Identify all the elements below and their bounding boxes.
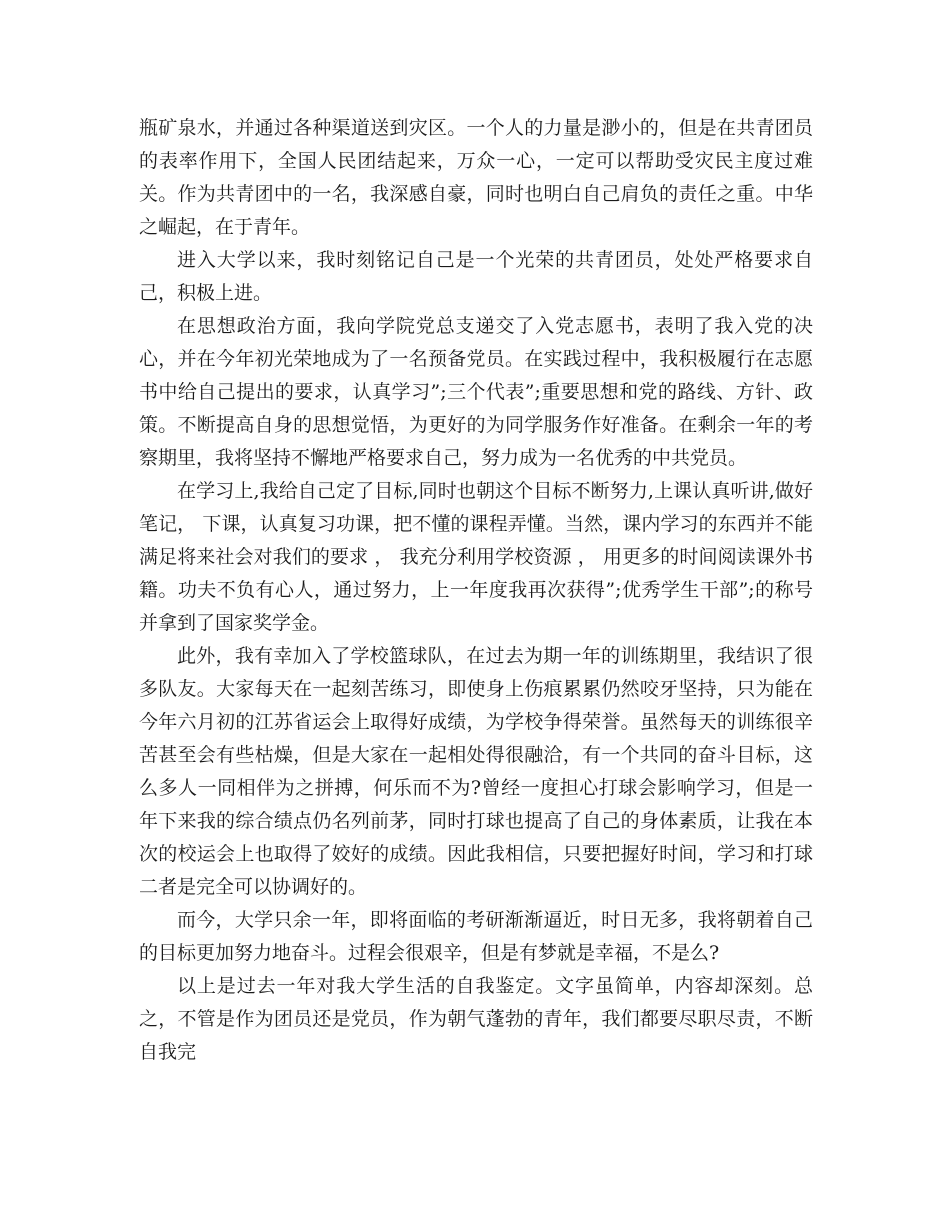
paragraph-study: 在学习上,我给自己定了目标,同时也朝这个目标不断努力,上课认真听讲,做好笔记， 下课，认真复习功课，把不懂的课程弄懂。当然，课内学习的东西并不能满足将来社会对我们的要求 ， 我充分利用学校资源 ， 用更多的时间阅读课外书籍。功夫不负有心人，通过努力，上一年度我再次获得”;优秀学生干部”;的称号并拿到了国家奖学金。: [139, 480, 813, 634]
paragraph-political-thought: 在思想政治方面，我向学院党总支递交了入党志愿书，表明了我入党的决心，并在今年初光荣地成为了一名预备党员。在实践过程中，我积极履行在志愿书中给自己提出的要求，认真学习”;三个代表”;重要思想和党的路线、方针、政策。不断提高自身的思想觉悟，为更好的为同学服务作好准备。在剩余一年的考察期里，我将坚持不懈地严格要求自己，努力成为一名优秀的中共党员。: [139, 315, 813, 469]
paragraph-university-entry: 进入大学以来，我时刻铭记自己是一个光荣的共青团员，处处严格要求自己，积极上进。: [139, 249, 813, 304]
paragraph-future: 而今，大学只余一年，即将面临的考研渐渐逼近，时日无多，我将朝着自己的目标更加努力地奋斗。过程会很艰辛，但是有梦就是幸福，不是么?: [139, 909, 813, 964]
document-body: [139, 112, 813, 1069]
paragraph-basketball: 此外，我有幸加入了学校篮球队，在过去为期一年的训练期里，我结识了很多队友。大家每天在一起刻苦练习，即使身上伤痕累累仍然咬牙坚持，只为能在今年六月初的江苏省运会上取得好成绩，为学校争得荣誉。虽然每天的训练很辛苦甚至会有些枯燥，但是大家在一起相处得很融洽，有一个共同的奋斗目标，这么多人一同相伴为之拼搏，何乐而不为?曾经一度担心打球会影响学习，但是一年下来我的综合绩点仍名列前茅，同时打球也提高了自己的身体素质，让我在本次的校运会上也取得了姣好的成绩。因此我相信，只要把握好时间，学习和打球二者是完全可以协调好的。: [139, 645, 813, 898]
paragraph-summary: 以上是过去一年对我大学生活的自我鉴定。文字虽简单，内容却深刻。总之，不管是作为团员还是党员，作为朝气蓬勃的青年，我们都要尽职尽责，不断自我完: [139, 975, 813, 1063]
paragraph-continuation: 瓶矿泉水，并通过各种渠道送到灾区。一个人的力量是渺小的，但是在共青团员的表率作用下，全国人民团结起来，万众一心，一定可以帮助受灾民主度过难关。作为共青团中的一名，我深感自豪，同时也明白自己肩负的责任之重。中华之崛起，在于青年。: [139, 117, 813, 238]
